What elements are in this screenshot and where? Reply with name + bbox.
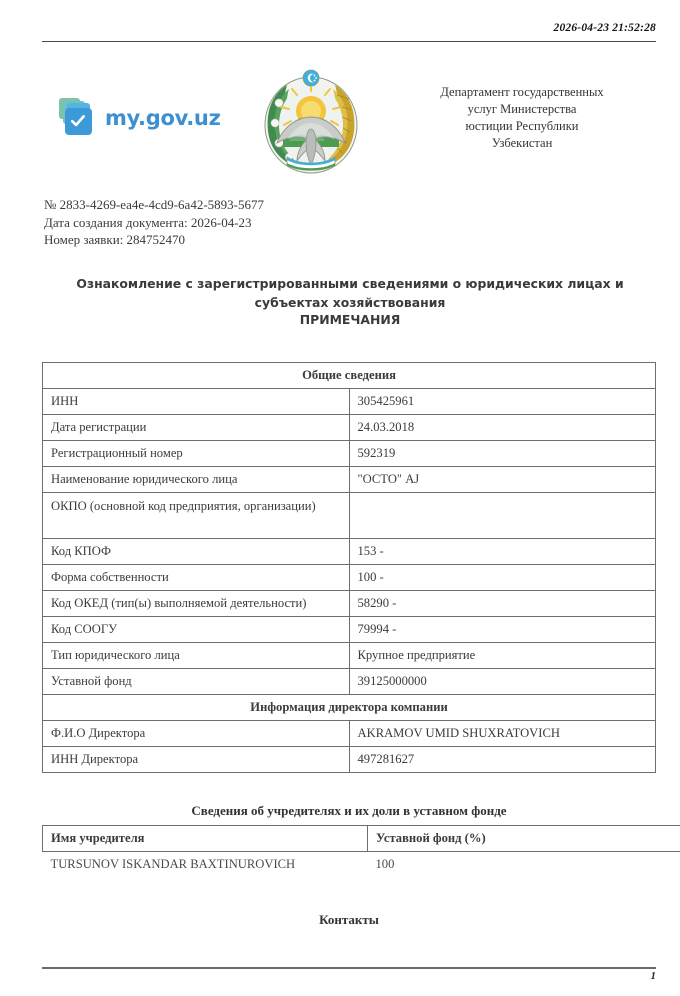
founder-name: TURSUNOV ISKANDAR BAXTINUROVICH	[50, 857, 296, 871]
checkmark-icon	[70, 113, 86, 129]
table-row	[43, 852, 680, 878]
row-value	[349, 493, 656, 539]
table-row	[43, 617, 656, 643]
page-title: Ознакомление с зарегистрированными сведениями о юридических лицах и субъектах хозяйствования	[76, 276, 624, 310]
column-header-founder-name: Имя учредителя	[43, 826, 368, 852]
row-label: Уставной фонд	[43, 669, 350, 695]
row-value: AKRAMOV UMID SHUXRATOVICH	[349, 721, 656, 747]
row-value: 24.03.2018	[349, 415, 656, 441]
row-label: Код ОКЕД (тип(ы) выполняемой деятельности)	[43, 591, 350, 617]
table-row	[43, 747, 656, 773]
row-value: 58290 -	[349, 591, 656, 617]
column-header-share: Уставной фонд (%)	[368, 826, 680, 852]
row-label: Регистрационный номер	[43, 441, 350, 467]
row-label: Ф.И.О Директора	[43, 721, 350, 747]
row-label: Код СООГУ	[43, 617, 350, 643]
row-label: Тип юридического лица	[43, 643, 350, 669]
table-row	[43, 669, 656, 695]
row-value: "ОСТО" AJ	[349, 467, 656, 493]
page-subtitle: ПРИМЕЧАНИЯ	[299, 312, 401, 327]
founders-table	[42, 825, 680, 877]
footer-divider	[42, 967, 656, 969]
masthead	[42, 62, 656, 180]
row-label: Код КПОФ	[43, 539, 350, 565]
table-section-header	[43, 695, 656, 721]
founders-section-heading: Сведения об учредителях и их доли в уставном фонде	[191, 803, 507, 818]
row-value: 100 -	[349, 565, 656, 591]
row-value: 497281627	[349, 747, 656, 773]
table-row	[43, 565, 656, 591]
application-number: Номер заявки: 284752470	[44, 232, 186, 247]
row-label: ИНН Директора	[43, 747, 350, 773]
department-line: Департамент государственных	[440, 85, 604, 99]
uzbekistan-state-emblem-icon	[257, 65, 365, 177]
department-title	[397, 84, 647, 152]
table-row	[43, 539, 656, 565]
row-label: ИНН	[43, 389, 350, 415]
logo-wordmark: my.gov.uz	[105, 106, 221, 130]
row-label: Наименование юридического лица	[43, 467, 350, 493]
row-value: Крупное предприятие	[349, 643, 656, 669]
page-number: 1	[650, 970, 656, 982]
row-label: Дата регистрации	[43, 415, 350, 441]
row-label: ОКПО (основной код предприятия, организации)	[43, 493, 350, 539]
header-timestamp: 2026-04-23 21:52:28	[553, 22, 656, 34]
row-value: 79994 -	[349, 617, 656, 643]
document-meta	[44, 196, 264, 249]
row-value: 592319	[349, 441, 656, 467]
table-row	[43, 643, 656, 669]
general-section-heading: Общие сведения	[43, 363, 656, 389]
mygovuz-logo	[58, 94, 228, 142]
table-row	[43, 493, 656, 539]
document-created-date: Дата создания документа: 2026-04-23	[44, 214, 252, 230]
founder-share: 100	[375, 857, 395, 871]
table-section-header	[43, 363, 656, 389]
table-row	[43, 721, 656, 747]
general-information-table	[42, 362, 656, 773]
document-number: № 2833-4269-ea4e-4cd9-6a42-5893-5677	[44, 197, 264, 212]
table-row	[43, 591, 656, 617]
table-header-row	[43, 826, 680, 852]
table-row	[43, 415, 656, 441]
department-line: Узбекистан	[491, 136, 553, 150]
table-row	[43, 467, 656, 493]
table-row	[43, 389, 656, 415]
department-line: услуг Министерства	[467, 102, 577, 116]
row-label: Форма собственности	[43, 565, 350, 591]
row-value: 153 -	[349, 539, 656, 565]
director-section-heading: Информация директора компании	[43, 695, 656, 721]
contacts-section-heading: Контакты	[319, 912, 379, 927]
row-value: 305425961	[349, 389, 656, 415]
row-value: 39125000000	[349, 669, 656, 695]
header-divider	[42, 41, 656, 42]
stacked-cards-check-icon	[58, 98, 98, 138]
department-line: юстиции Республики	[465, 119, 579, 133]
table-row	[43, 441, 656, 467]
